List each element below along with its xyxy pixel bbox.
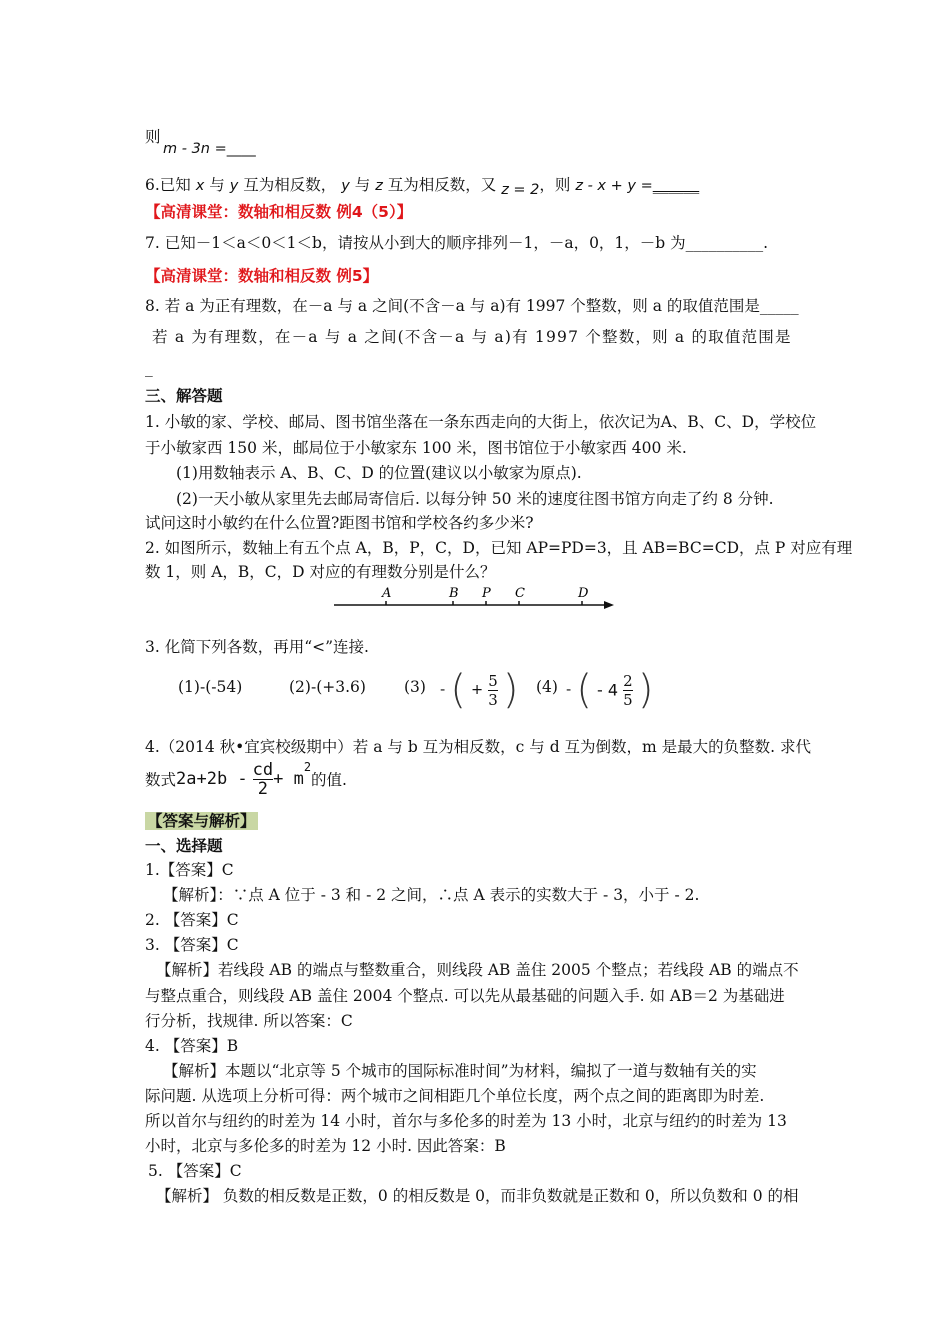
q6-text-f: ，则 (539, 176, 571, 194)
s3-q1-line2: 于小敏家西 150 米，邮局位于小敏家东 100 米，图书馆位于小敏家西 400 米. (145, 439, 687, 457)
answer-1-explanation: 【解析】：∵点 A 位于 - 3 和 - 2 之间，∴点 A 表示的实数大于 - 3，小于 - 2. (163, 886, 700, 904)
answer-2: 2. 【答案】C (145, 911, 239, 929)
q6-var-x: x (195, 178, 205, 194)
answers-title (145, 810, 258, 832)
question-8-variant: 若 a 为有理数，在－a 与 a 之间(不含－a 与 a)有 1997 个整数，则 a 的取值范围是 (152, 328, 792, 346)
answer-1: 1.【答案】C (145, 861, 234, 879)
number-line-figure (330, 582, 620, 614)
q6-text-d: 与 (354, 176, 371, 194)
heading-example-5: 【高清课堂：数轴和相反数 例5】 (145, 267, 379, 285)
s3-q3-item3-expr (440, 667, 519, 720)
q4-expr-b: + m (273, 769, 304, 789)
answer-4-expl-2: 际问题. 从选项上分析可得：两个城市之间相距几个单位长度，两个点之间的距离即为时差. (145, 1087, 765, 1105)
s3-q3-item2: (2)-(+3.6) (289, 678, 366, 696)
s3-q1-line5: 试问这时小敏约在什么位置?距图书馆和学校各约多少米? (145, 514, 534, 532)
s3-q3-item4-expr (566, 667, 654, 720)
item3-right-paren: ) (502, 667, 519, 713)
s3-q3-item1: (1)-(-54) (178, 678, 243, 696)
expr-m-3n: m - 3n =____ (163, 141, 256, 157)
q6-var-y: y (229, 178, 239, 194)
item3-plus: + (471, 682, 484, 698)
item4-whole: - 4 (597, 680, 619, 700)
q4-fraction (253, 761, 273, 798)
answer-3-expl-2: 与整点重合，则线段 AB 盖住 2004 个整点. 可以先从最基础的问题入手. 如 AB＝2 为基础进 (145, 987, 785, 1005)
item4-denominator: 5 (623, 690, 633, 709)
s3-q1-line1: 1. 小敏的家、学校、邮局、图书馆坐落在一条东西走向的大街上，依次记为A、B、C、D，学校位 (145, 413, 817, 431)
q4-numerator: cd (252, 759, 274, 780)
q6-text-b: 与 (209, 176, 225, 194)
item3-numerator: 5 (488, 671, 498, 690)
label-b: B (449, 586, 459, 601)
label-a: A (382, 586, 392, 601)
ze-text: 则 (145, 128, 161, 146)
question-8-blank: _ (145, 359, 153, 377)
s3-q3-item4-label: (4) (536, 678, 558, 696)
item4-minus: - (566, 682, 572, 698)
axis-arrow-icon (604, 601, 614, 609)
q4-exponent: 2 (303, 760, 312, 774)
answer-4-expl-4: 小时，北京与多伦多的时差为 12 小时. 因此答案：B (145, 1137, 506, 1155)
answer-4-expl-3: 所以首尔与纽约的时差为 14 小时，首尔与多伦多的时差为 13 小时，北京与纽约的时差为 13 (145, 1112, 787, 1130)
item4-numerator: 2 (623, 671, 633, 690)
label-c: C (515, 586, 525, 601)
answer-4-expl-1: 【解析】本题以“北京等 5 个城市的国际标准时间”为材料，编拟了一道与数轴有关的实 (163, 1062, 757, 1080)
q6-var-z: z (375, 178, 383, 194)
answer-3-expl-1: 【解析】若线段 AB 的端点与整数重合，则线段 AB 盖住 2005 个整点；若线段 AB 的端点不 (156, 961, 799, 979)
label-d: D (578, 586, 589, 601)
q6-blank: ______ (652, 176, 700, 194)
answer-5-expl-1: 【解析】 负数的相反数是正数，0 的相反数是 0，而非负数就是正数和 0，所以负数和 0 的相 (156, 1187, 799, 1205)
q6-text-a: 6.已知 (145, 176, 191, 194)
question-7: 7. 已知－1＜a＜0＜1＜b，请按从小到大的顺序排列－1，－a，0，1，－b 为__________. (145, 234, 769, 252)
question-6 (145, 174, 699, 197)
answer-3: 3. 【答案】C (145, 936, 239, 954)
item3-minus: - (440, 682, 446, 698)
question-8: 8. 若 a 为正有理数，在－a 与 a 之间(不含－a 与 a)有 1997 个整数，则 a 的取值范围是_____ (145, 297, 799, 315)
q4-expr-a: 2a+2b - (176, 769, 248, 789)
s3-q1-part1: (1)用数轴表示 A、B、C、D 的位置(建议以小敏家为原点). (176, 464, 582, 482)
q6-text-e: 互为相反数，又 (387, 176, 497, 194)
item3-fraction (488, 672, 498, 709)
answer-3-expl-3: 行分析，找规律. 所以答案：C (145, 1012, 353, 1030)
s3-q2-line1: 2. 如图所示，数轴上有五个点 A，B，P，C，D，已知 AP=PD=3，且 AB=BC=CD，点 P 对应有理 (145, 539, 853, 557)
item4-left-paren: ( (576, 667, 592, 713)
s3-q3-item3-label: (3) (404, 678, 426, 696)
answers-title-text: 【答案与解析】 (147, 812, 256, 830)
item4-fraction (623, 672, 633, 709)
label-p: P (482, 586, 491, 601)
answers-section-1: 一、选择题 (145, 837, 223, 855)
item4-right-paren: ) (637, 667, 654, 713)
s3-q4-line1: 4.（2014 秋•宜宾校级期中）若 a 与 b 互为相反数，c 与 d 互为倒数，m 是最大的负整数. 求代 (145, 738, 812, 756)
q6-expr: z - x + y = (575, 178, 653, 194)
answer-4: 4. 【答案】B (145, 1037, 239, 1055)
s3-q3: 3. 化简下列各数，再用“<”连接. (145, 638, 369, 656)
q6-z-eq: z = 2 (501, 182, 540, 198)
s3-q4-line2 (145, 760, 347, 800)
answer-5: 5. 【答案】C (148, 1162, 242, 1180)
section-3-heading: 三、解答题 (145, 387, 223, 405)
line-ze (145, 126, 161, 148)
s3-q1-part2: (2)一天小敏从家里先去邮局寄信后. 以每分钟 50 米的速度往图书馆方向走了约 8 分钟. (176, 490, 774, 508)
q6-var-y2: y (341, 178, 350, 194)
q6-text-c: 互为相反数， (243, 176, 337, 194)
q4-post: 的值. (311, 771, 347, 789)
heading-example-4: 【高清课堂：数轴和相反数 例4（5）】 (145, 203, 413, 221)
s3-q2-line2: 数 1，则 A，B，C，D 对应的有理数分别是什么？ (145, 563, 496, 581)
item3-left-paren: ( (450, 667, 466, 713)
q4-pre: 数式 (145, 771, 177, 789)
q4-denominator: 2 (253, 779, 273, 798)
item3-denominator: 3 (488, 690, 498, 709)
